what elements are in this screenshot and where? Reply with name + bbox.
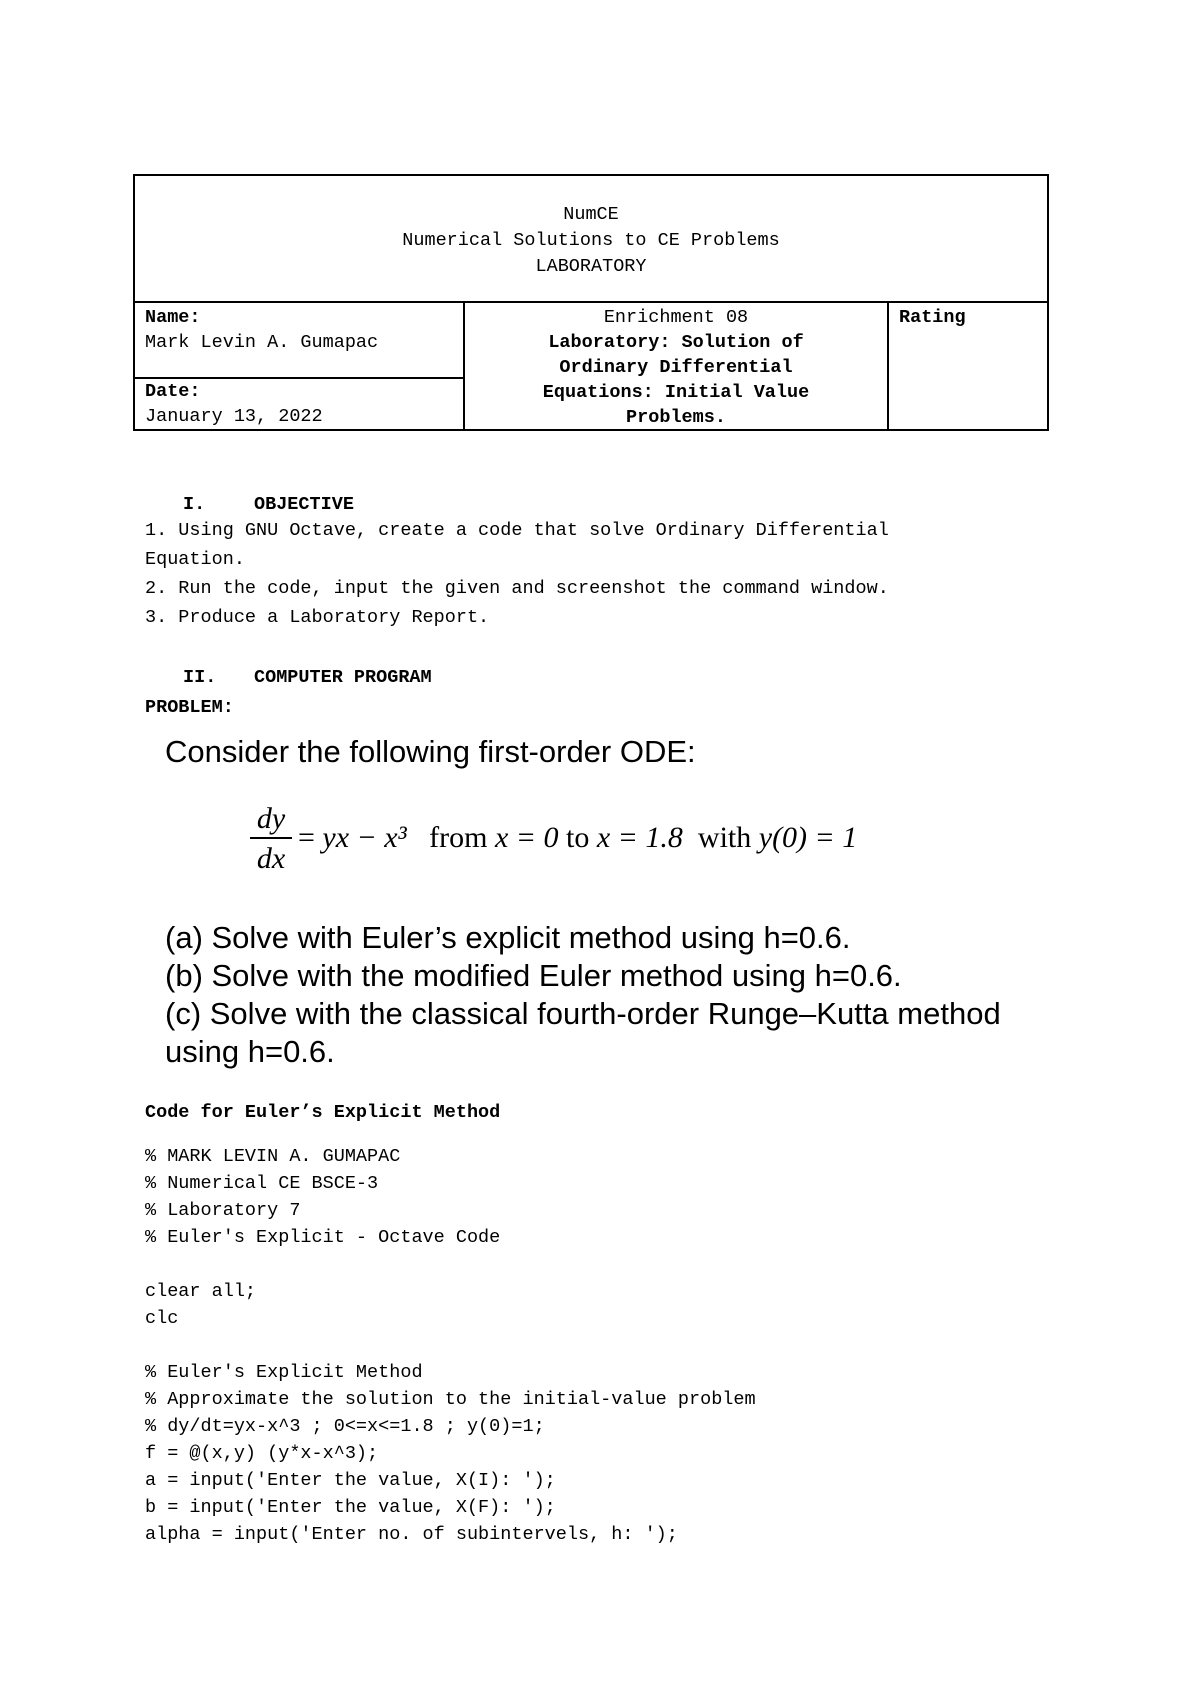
program-numeral: II. [183, 667, 217, 688]
course-code: NumCE [563, 204, 619, 225]
problem-parts [165, 919, 1065, 1071]
course-type: LABORATORY [535, 256, 647, 277]
with-word: with [682, 821, 759, 854]
program-title: COMPUTER PROGRAM [254, 667, 432, 688]
code-line: % dy/dt=yx-x^3 ; 0<=x<=1.8 ; y(0)=1; [145, 1416, 545, 1437]
code-line: a = input('Enter the value, X(I): '); [145, 1470, 556, 1491]
fraction-numerator: dy [256, 802, 286, 835]
objective-line: 2. Run the code, input the given and screenshot the command window. [145, 578, 889, 599]
objective-heading [183, 490, 354, 519]
problem-part: (a) Solve with Euler’s explicit method using h=0.6. [165, 920, 851, 955]
code-line: % Euler's Explicit Method [145, 1362, 423, 1383]
name-value: Mark Levin A. Gumapac [145, 332, 379, 353]
problem-part: (c) Solve with the classical fourth-order Runge–Kutta method [165, 996, 1001, 1031]
activity-number: Enrichment 08 [603, 307, 749, 328]
code-line: alpha = input('Enter no. of subintervels, h: '); [145, 1524, 678, 1545]
code-line: % Numerical CE BSCE-3 [145, 1173, 379, 1194]
date-value: January 13, 2022 [145, 406, 323, 427]
code-line: % Laboratory 7 [145, 1200, 301, 1221]
course-banner [135, 176, 1047, 303]
problem-label: PROBLEM: [145, 697, 234, 718]
fraction-denominator: dx [256, 842, 286, 875]
equals-sign: = [298, 821, 323, 854]
problem-statement [165, 733, 1065, 1071]
code-line: clc [145, 1308, 179, 1329]
derivative-fraction [250, 801, 292, 877]
code-line: clear all; [145, 1281, 257, 1302]
code-line: f = @(x,y) (y*x-x^3); [145, 1443, 379, 1464]
code-line [145, 1251, 1105, 1278]
date-cell [135, 379, 463, 429]
objective-line: Equation. [145, 549, 245, 570]
objective-title: OBJECTIVE [254, 494, 354, 515]
program-heading [183, 663, 432, 692]
activity-title-line: Ordinary Differential [559, 357, 793, 378]
objective-numeral: I. [183, 494, 206, 515]
activity-title-line: Laboratory: Solution of [548, 332, 804, 353]
rhs-expression: yx − x³ [322, 821, 407, 854]
objective-line: 3. Produce a Laboratory Report. [145, 607, 490, 628]
lab-header-table [133, 174, 1049, 431]
code-listing [145, 1143, 1105, 1548]
date-label: Date: [145, 381, 201, 402]
problem-part: using h=0.6. [165, 1034, 335, 1069]
from-word: from [406, 821, 495, 854]
rating-label: Rating [899, 307, 966, 328]
to-word: to [558, 821, 597, 854]
student-info-column [135, 303, 465, 429]
x-start: x = 0 [494, 821, 559, 854]
code-line: % Euler's Explicit - Octave Code [145, 1227, 501, 1248]
code-line: % MARK LEVIN A. GUMAPAC [145, 1146, 401, 1167]
equation-rhs [298, 821, 857, 855]
activity-title-line: Equations: Initial Value [542, 382, 810, 403]
activity-cell [465, 303, 889, 429]
rating-cell [889, 303, 1047, 429]
code-line: b = input('Enter the value, X(F): '); [145, 1497, 556, 1518]
code-line: % Approximate the solution to the initial-value problem [145, 1389, 756, 1410]
name-cell [135, 303, 463, 379]
ode-equation [250, 801, 1065, 919]
initial-condition: y(0) = 1 [758, 821, 858, 854]
problem-intro: Consider the following first-order ODE: [165, 734, 696, 769]
name-label: Name: [145, 307, 201, 328]
problem-part: (b) Solve with the modified Euler method using h=0.6. [165, 958, 902, 993]
activity-title-line: Problems. [626, 407, 726, 428]
x-end: x = 1.8 [596, 821, 683, 854]
code-line [145, 1332, 1105, 1359]
course-title: Numerical Solutions to CE Problems [402, 230, 780, 251]
code-title: Code for Euler’s Explicit Method [145, 1102, 501, 1123]
objective-line: 1. Using GNU Octave, create a code that solve Ordinary Differential [145, 520, 889, 541]
fraction-bar [250, 837, 292, 839]
objective-list [145, 516, 1065, 632]
